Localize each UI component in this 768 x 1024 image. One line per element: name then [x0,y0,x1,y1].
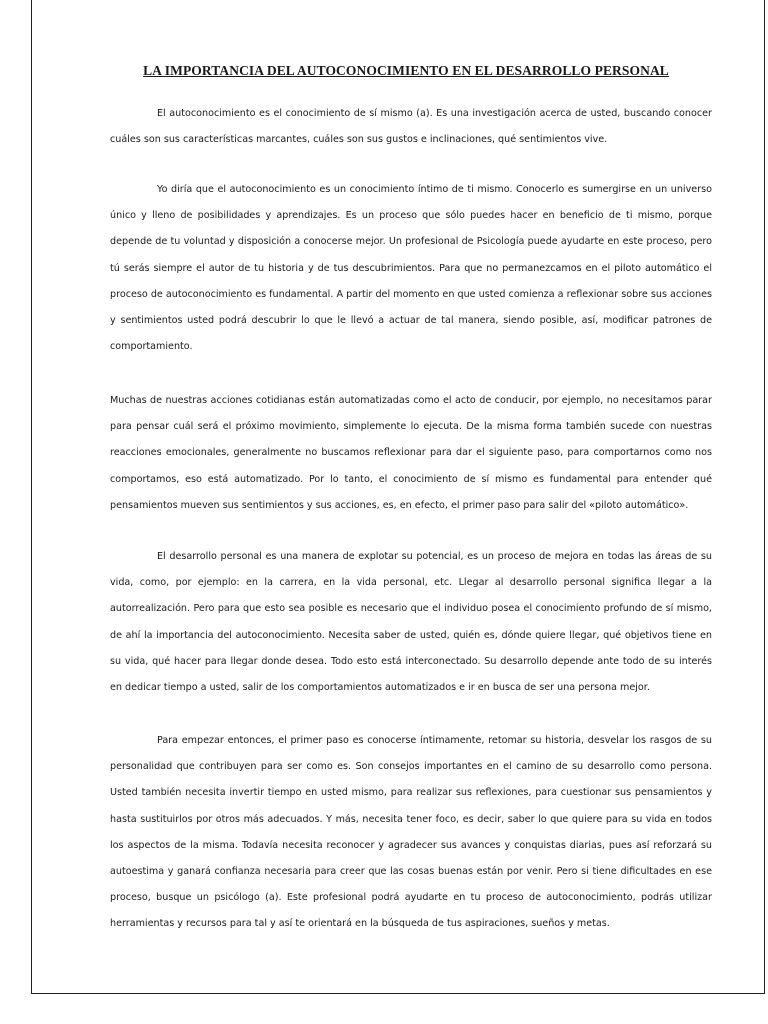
document-title: LA IMPORTANCIA DEL AUTOCONOCIMIENTO EN EL DESARROLLO PERSONAL [143,63,669,79]
paragraph-4: El desarrollo personal es una manera de explotar su potencial, es un proceso de mejora en todas las áreas de su vida, como, por ejemplo: en la carrera, en la vida personal, etc. Llegar al desarrollo personal significa llegar a la autorrealización. Pero para que esto sea posible es necesario que el individuo posea el conocimiento profundo de sí mismo, de ahí la importancia del autoconocimiento. Necesita saber de usted, quién es, dónde quiere llegar, qué objetivos tiene en su vida, qué hacer para llegar donde desea. Todo esto está interconectado. Su desarrollo depende ante todo de su interés en dedicar tiempo a usted, salir de los comportamientos automatizados e ir en busca de ser una persona mejor. [110,551,712,694]
paragraph-3: Muchas de nuestras acciones cotidianas están automatizadas como el acto de conducir, por ejemplo, no necesitamos parar para pensar cuál será el próximo movimiento, simplemente lo ejecuta. De la misma forma también sucede con nuestras reacciones emocionales, generalmente no buscamos reflexionar para dar el siguiente paso, para comportarnos como nos comportamos, eso está automatizado. Por lo tanto, el conocimiento de sí mismo es fundamental para entender qué pensamientos mueven sus sentimientos y sus acciones, es, en efecto, el primer paso para salir del «piloto automático». [110,395,712,511]
paragraph-5: Para empezar entonces, el primer paso es conocerse íntimamente, retomar su historia, desvelar los rasgos de su personalidad que contribuyen para ser como es. Son consejos importantes en el camino de su desarrollo como persona. Usted también necesita invertir tiempo en usted mismo, para realizar sus reflexiones, para cuestionar sus pensamientos y hasta sustituirlos por otros más adecuados. Y más, necesita tener foco, es decir, saber lo que quiere para su vida en todos los aspectos de la misma. Todavía necesita reconocer y agradecer sus avances y conquistas diarias, pues así reforzará su autoestima y ganará confianza necesaria para creer que las cosas buenas están por venir. Pero si tiene dificultades en ese proceso, busque un psicólogo (a). Este profesional podrá ayudarte en tu proceso de autoconocimiento, podrás utilizar herramientas y recursos para tal y así te orientará en la búsqueda de tus aspiraciones, sueños y metas. [110,735,712,930]
paragraph-1: El autoconocimiento es el conocimiento de sí mismo (a). Es una investigación acerca de usted, buscando conocer cuáles son sus características marcantes, cuáles son sus gustos e inclinaciones, qué sentimientos vive. [110,108,712,146]
paragraph-2: Yo diría que el autoconocimiento es un conocimiento íntimo de ti mismo. Conocerlo es sumergirse en un universo único y lleno de posibilidades y aprendizajes. Es un proceso que sólo puedes hacer en beneficio de ti mismo, porque depende de tu voluntad y disposición a conocerse mejor. Un profesional de Psicología puede ayudarte en este proceso, pero tú serás siempre el autor de tu historia y de tus descubrimientos. Para que no permanezcamos en el piloto automático el proceso de autoconocimiento es fundamental. A partir del momento en que usted comienza a reflexionar sobre sus acciones y sentimientos usted podrá descubrir lo que le llevó a actuar de tal manera, siendo posible, así, modificar patrones de comportamiento. [110,184,712,353]
